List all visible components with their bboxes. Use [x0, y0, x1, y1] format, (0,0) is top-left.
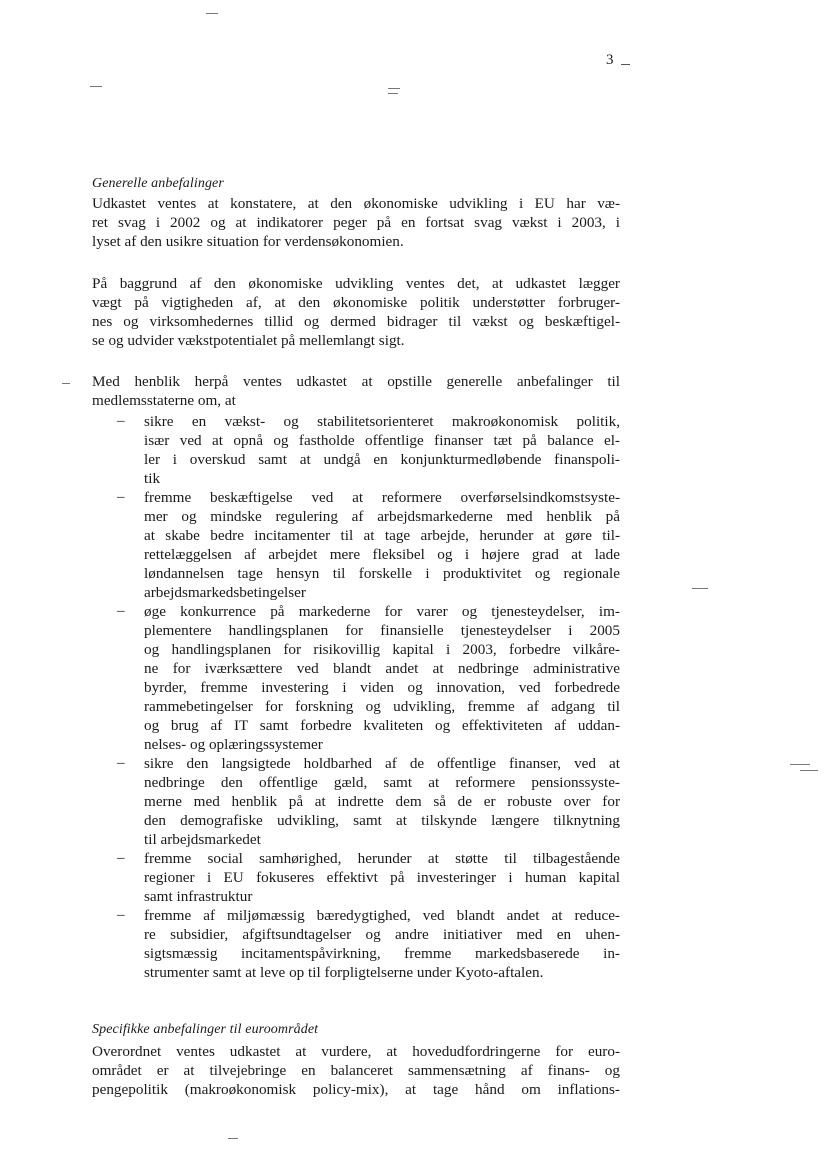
text-line: Overordnet ventes udkastet at vurdere, at hovedudfordringerne for euro-: [92, 1043, 620, 1060]
text-line: fremme social samhørighed, herunder at støtte til tilbagestående: [144, 850, 620, 867]
scan-mark: [62, 383, 70, 384]
text-line: sigtsmæssig incitamentspåvirkning, fremme markedsbaserede in-: [144, 945, 620, 962]
scan-mark: [800, 770, 818, 771]
list-item: [92, 602, 620, 754]
scan-mark: [621, 64, 630, 65]
bullet-dash: –: [117, 755, 125, 771]
text-line: Udkastet ventes at konstatere, at den økonomiske udvikling i EU har væ-: [92, 195, 620, 212]
text-line: løndannelsen tage hensyn til forskelle i produktivitet og regionale: [144, 565, 620, 582]
scan-mark: [388, 93, 398, 94]
list-item: [92, 488, 620, 602]
text-line: fremme af miljømæssig bæredygtighed, ved blandt andet at reduce-: [144, 907, 620, 924]
recommendation-list: [92, 412, 620, 982]
paragraph: [92, 1042, 620, 1099]
bullet-dash: –: [117, 850, 125, 866]
text-line: fremme beskæftigelse ved at reformere overførselsindkomstsyste-: [144, 489, 620, 506]
text-line: sikre en vækst- og stabilitetsorienteret makroøkonomisk politik,: [144, 413, 620, 430]
text-line: byrder, fremme investering i viden og innovation, ved forbedrede: [144, 679, 620, 696]
text-line: ret svag i 2002 og at indikatorer peger på en fortsat svag vækst i 2003, i: [92, 214, 620, 231]
section-heading: Generelle anbefalinger: [92, 176, 224, 191]
text-line: vægt på vigtigheden af, at den økonomiske politik understøtter forbruger-: [92, 294, 620, 311]
text-line: øge konkurrence på markederne for varer og tjenesteydelser, im-: [144, 603, 620, 620]
text-line: området er at tilvejebringe en balanceret sammensætning af finans- og: [92, 1062, 620, 1079]
text-line: samt infrastruktur: [144, 888, 253, 905]
text-line: rammebetingelser for forskning og udvikling, fremme af adgang til: [144, 698, 620, 715]
text-line: strumenter samt at leve op til forpligtelserne under Kyoto-aftalen.: [144, 964, 544, 981]
text-line: den demografiske udvikling, samt at tilskynde længere tilknytning: [144, 812, 620, 829]
scan-mark: [206, 13, 218, 14]
list-item: [92, 412, 620, 488]
text-line: at skabe bedre incitamenter til at tage arbejde, herunder at gøre til-: [144, 527, 620, 544]
text-line: nelses- og oplæringssystemer: [144, 736, 323, 753]
paragraph: [92, 274, 620, 350]
scan-mark: [388, 88, 400, 89]
text-line: nedbringe den offentlige gæld, samt at reformere pensionssyste-: [144, 774, 620, 791]
list-item: [92, 906, 620, 982]
paragraph: [92, 194, 620, 251]
text-line: lyset af den usikre situation for verdensøkonomien.: [92, 233, 404, 250]
text-line: især ved at opnå og fastholde offentlige finanser tæt på balance el-: [144, 432, 620, 449]
text-line: rettelæggelsen af arbejdet mere fleksibel og i højere grad at lade: [144, 546, 620, 563]
text-line: Med henblik herpå ventes udkastet at opstille generelle anbefalinger til: [92, 373, 620, 390]
bullet-dash: –: [117, 907, 125, 923]
text-line: tik: [144, 470, 161, 487]
text-line: ler i overskud samt at undgå en konjunkturmedløbende finanspoli-: [144, 451, 620, 468]
scan-mark: [790, 764, 810, 765]
text-line: og handlingsplanen for risikovillig kapital i 2003, forbedre vilkåre-: [144, 641, 620, 658]
text-line: og brug af IT samt forbedre kvaliteten og effektiviteten af uddan-: [144, 717, 620, 734]
text-line: ne for iværksættere ved blandt andet at nedbringe administrative: [144, 660, 620, 677]
text-line: merne med henblik på at indrette dem så de er robuste over for: [144, 793, 620, 810]
scan-mark: [692, 588, 708, 589]
text-line: mer og mindske regulering af arbejdsmarkederne med henblik på: [144, 508, 620, 525]
bullet-dash: –: [117, 413, 125, 429]
text-line: til arbejdsmarkedet: [144, 831, 261, 848]
text-line: På baggrund af den økonomiske udvikling ventes det, at udkastet lægger: [92, 275, 620, 292]
page-number: 3: [606, 52, 614, 68]
list-item: [92, 849, 620, 906]
bullet-dash: –: [117, 489, 125, 505]
text-line: se og udvider vækstpotentialet på mellemlangt sigt.: [92, 332, 405, 349]
bullet-dash: –: [117, 603, 125, 619]
text-line: medlemsstaterne om, at: [92, 392, 236, 409]
text-line: regioner i EU fokuseres effektivt på investeringer i human kapital: [144, 869, 620, 886]
paragraph: [92, 372, 620, 410]
text-line: re subsidier, afgiftsundtagelser og andre initiativer med en uhen-: [144, 926, 620, 943]
text-line: nes og virksomhedernes tillid og dermed bidrager til vækst og beskæftigel-: [92, 313, 620, 330]
scan-mark: [228, 1138, 238, 1139]
list-item: [92, 754, 620, 849]
scan-mark: [90, 86, 102, 87]
section-heading: Specifikke anbefalinger til euroområdet: [92, 1022, 319, 1037]
text-line: pengepolitik (makroøkonomisk policy-mix), at tage hånd om inflations-: [92, 1081, 620, 1098]
text-line: arbejdsmarkedsbetingelser: [144, 584, 306, 601]
text-line: sikre den langsigtede holdbarhed af de offentlige finanser, ved at: [144, 755, 620, 772]
text-line: plementere handlingsplanen for finansielle tjenesteydelser i 2005: [144, 622, 620, 639]
